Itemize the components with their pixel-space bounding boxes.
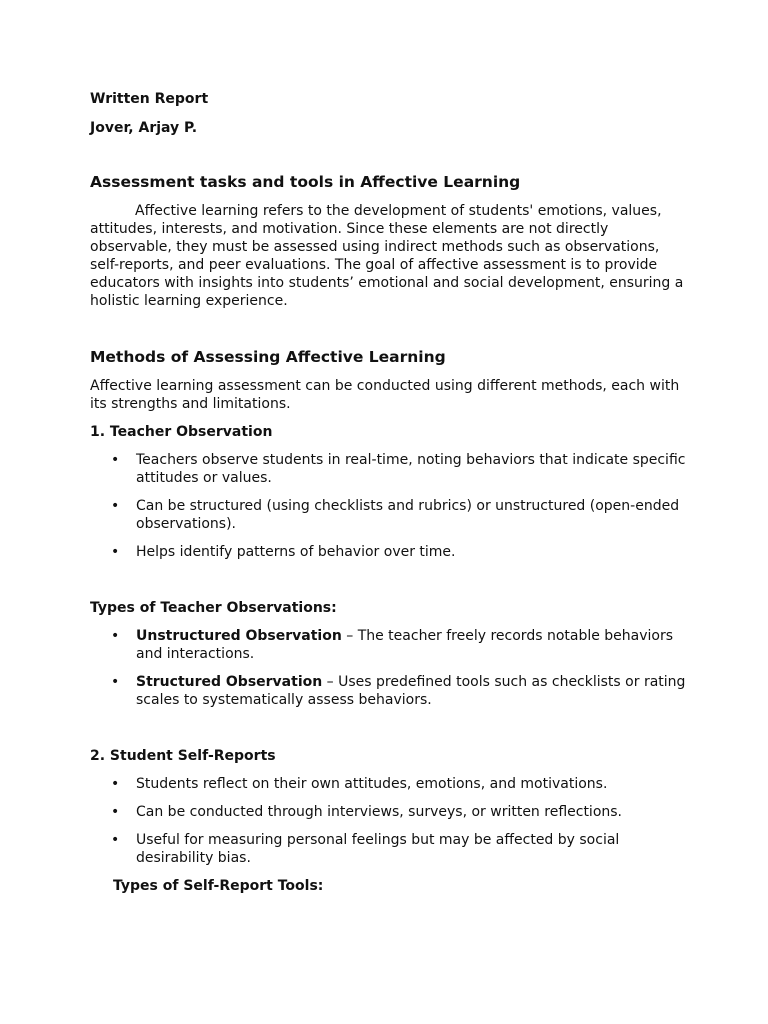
observation-types-list	[90, 627, 690, 709]
term-label: Structured Observation	[136, 674, 323, 690]
list-item: • Teachers observe students in real-time, noting behaviors that indicate specific attitudes or values.	[111, 452, 686, 486]
list-item: • Can be conducted through interviews, surveys, or written reflections.	[111, 804, 623, 820]
self-reports-list	[90, 775, 690, 867]
bullet-icon: •	[111, 776, 120, 792]
list-item: • Helps identify patterns of behavior over time.	[111, 544, 456, 560]
list-item: • Structured Observation – Uses predefined tools such as checklists or rating scales to systematically assess behaviors.	[111, 674, 686, 708]
bullet-icon: •	[111, 544, 120, 560]
list-item: • Useful for measuring personal feelings but may be affected by social desirability bias.	[111, 832, 620, 866]
list-item: • Can be structured (using checklists and rubrics) or unstructured (open-ended observations).	[111, 498, 680, 532]
document-page	[90, 90, 690, 895]
bullet-icon: •	[111, 832, 120, 848]
intro-paragraph: Affective learning refers to the development of students' emotions, values, attitudes, interests, and motivation. Since these elements are not directly observable, they must be assessed using indirect methods such as observations, self-reports, and peer evaluations. The goal of affective assessment is to provide educators with insights into students’ emotional and social development, ensuring a holistic learning experience.	[90, 203, 684, 309]
teacher-observation-list	[90, 451, 690, 561]
report-label: Written Report	[90, 91, 209, 107]
methods-heading: Methods of Assessing Affective Learning	[90, 348, 446, 366]
bullet-icon: •	[111, 498, 120, 514]
author-name: Jover, Arjay P.	[90, 120, 198, 136]
bullet-icon: •	[111, 804, 120, 820]
self-reports-heading: 2. Student Self-Reports	[90, 748, 276, 764]
bullet-icon: •	[111, 628, 120, 644]
bullet-icon: •	[111, 674, 120, 690]
bullet-icon: •	[111, 452, 120, 468]
list-item: • Unstructured Observation – The teacher freely records notable behaviors and interactions.	[111, 628, 674, 662]
teacher-observation-heading: 1. Teacher Observation	[90, 424, 273, 440]
term-label: Unstructured Observation	[136, 628, 342, 644]
observation-types-heading: Types of Teacher Observations:	[90, 600, 337, 616]
self-report-tools-heading: Types of Self-Report Tools:	[113, 878, 324, 894]
methods-intro: Affective learning assessment can be conducted using different methods, each with its strengths and limitations.	[90, 378, 680, 412]
list-item: • Students reflect on their own attitudes, emotions, and motivations.	[111, 776, 608, 792]
document-title: Assessment tasks and tools in Affective Learning	[90, 173, 521, 191]
